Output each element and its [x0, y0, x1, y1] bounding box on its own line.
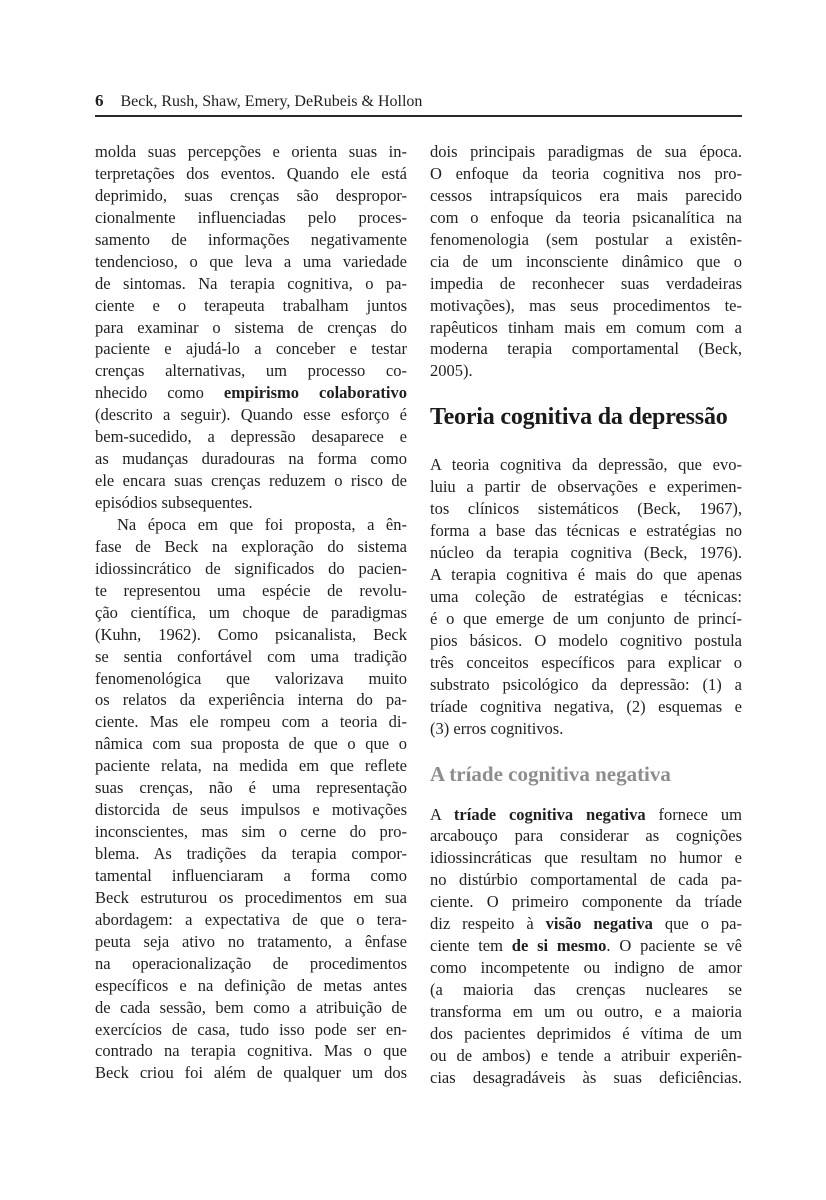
- text-line: de sintomas. Na terapia cognitiva, o pa-: [95, 273, 407, 293]
- section-heading: Teoria cognitiva da depressão: [430, 404, 728, 431]
- paragraph: [430, 454, 742, 739]
- text-line: ciente e o terapeuta trabalham juntos: [95, 295, 407, 315]
- text-line: moderna terapia comportamental (Beck,: [430, 339, 742, 359]
- text-line: tos clínicos sistemáticos (Beck, 1967),: [430, 499, 742, 519]
- text-line: cionalmente influenciadas pelo proces-: [95, 207, 407, 227]
- text-line: (3) erros cognitivos.: [430, 718, 564, 738]
- column-right: [430, 141, 742, 1089]
- text-line: três conceitos específicos para explicar o: [430, 652, 742, 672]
- text-line: se sentia confortável com uma tradição: [95, 646, 407, 666]
- text-line: é o que emerge de um conjunto de princí-: [430, 608, 742, 628]
- paragraph: [95, 141, 407, 514]
- text-line: peuta seja ativo no tratamento, a ênfase: [95, 931, 407, 951]
- running-title: Beck, Rush, Shaw, Emery, DeRubeis & Hollon: [120, 93, 423, 110]
- text-line: ção científica, um choque de paradigmas: [95, 602, 407, 622]
- text-line: impedia de reconhecer suas verdadeiras: [430, 273, 742, 293]
- text-line: nâmica com sua proposta de que o que o: [95, 734, 407, 754]
- text-line: te representou uma espécie de revolu-: [95, 580, 407, 600]
- text-line: samento de informações negativamente: [95, 229, 407, 249]
- text-line: dos pacientes deprimidos é vítima de um: [430, 1023, 742, 1043]
- text-line: abordagem: a expectativa de que o tera-: [95, 909, 407, 929]
- text-line: ou de ambos) e tende a atribuir experiên-: [430, 1045, 742, 1065]
- text-line: Beck estruturou os procedimentos em sua: [95, 887, 407, 907]
- text-line: exercícios de casa, tudo isso pode ser en-: [95, 1019, 407, 1039]
- text-line: as mudanças duradouras na forma como: [95, 449, 407, 469]
- text-line: forma a base das técnicas e estratégias no: [430, 521, 742, 541]
- text-line: tríade cognitiva negativa, (2) esquemas e: [430, 696, 742, 716]
- text-line: de cada sessão, bem como a atribuição de: [95, 997, 407, 1017]
- text-line: paciente e ajudá-lo a conceber e testar: [95, 339, 407, 359]
- text-line: específicos e na definição de metas antes: [95, 975, 407, 995]
- header-rule: [95, 115, 742, 117]
- text-line: idiossincráticas que resultam no humor e: [430, 848, 742, 868]
- text-line: os relatos da experiência interna do pa-: [95, 690, 407, 710]
- text-columns: [95, 141, 742, 1089]
- text-line: episódios subsequentes.: [95, 493, 253, 512]
- text-line: tendencioso, o que leva a uma variedade: [95, 251, 407, 271]
- text-line: na operacionalização de procedimentos: [95, 953, 407, 973]
- text-line: inconscientes, mas sim o cerne do pro-: [95, 822, 407, 842]
- text-line: (a maioria das crenças nucleares se: [430, 980, 742, 999]
- text-line: terpretações dos eventos. Quando ele está: [95, 163, 407, 183]
- text-line: A tríade cognitiva negativa fornece um: [430, 804, 742, 824]
- text-line: bem-sucedido, a depressão desaparece e: [95, 427, 407, 447]
- text-line: suas crenças, não é uma representação: [95, 778, 407, 798]
- text-line: A teoria cognitiva da depressão, que evo-: [430, 455, 742, 475]
- text-line: para examinar o sistema de crenças do: [95, 317, 407, 337]
- text-line: A terapia cognitiva é mais do que apenas: [430, 565, 742, 584]
- text-line: substrato psicológico da depressão: (1) a: [430, 674, 742, 694]
- text-line: crenças alternativas, um processo co-: [95, 361, 407, 381]
- text-line: 2005).: [430, 361, 473, 381]
- text-line: como incompetente ou indigno de amor: [430, 958, 742, 978]
- page-number: 6: [95, 91, 104, 110]
- text-line: ciente. O primeiro componente da tríade: [430, 892, 742, 912]
- text-line: uma coleção de estratégias e técnicas:: [430, 586, 742, 606]
- text-line: fenomenológica que valorizava muito: [95, 668, 407, 688]
- text-line: distorcida de seus impulsos e motivações: [95, 800, 407, 820]
- text-line: ele encara suas crenças reduzem o risco de: [95, 471, 407, 491]
- text-line: dois principais paradigmas de sua época.: [430, 142, 742, 161]
- column-left: [95, 141, 407, 1089]
- text-line: fase de Beck na exploração do sistema: [95, 536, 407, 556]
- text-line: cia de um inconsciente dinâmico que o: [430, 251, 742, 271]
- paragraph: [430, 141, 742, 382]
- text-line: (descrito a seguir). Quando esse esforço é: [95, 405, 407, 425]
- text-line: blema. As tradições da terapia compor-: [95, 844, 407, 863]
- text-line: molda suas percepções e orienta suas in-: [95, 142, 407, 161]
- text-line: diz respeito à visão negativa que o pa-: [430, 914, 742, 934]
- text-line: deprimido, suas crenças são despropor-: [95, 185, 407, 205]
- text-line: ciente. Mas ele rompeu com a teoria di-: [95, 712, 407, 732]
- text-line: luiu a partir de observações e experimen-: [430, 477, 742, 497]
- text-line: tamental influenciaram a forma como: [95, 865, 407, 885]
- text-line: O enfoque da teoria cognitiva nos pro-: [430, 163, 742, 183]
- text-line: paciente relata, na medida em que reflete: [95, 756, 407, 776]
- text-line: fenomenologia (sem postular a existên-: [430, 229, 742, 249]
- text-line: arcabouço para considerar as cognições: [430, 826, 742, 846]
- text-line: cessos intrapsíquicos era mais parecido: [430, 185, 742, 205]
- paragraph: [430, 804, 742, 1089]
- text-line: pios básicos. O modelo cognitivo postula: [430, 630, 742, 650]
- text-line: no distúrbio comportamental de cada pa-: [430, 870, 742, 890]
- text-line: nhecido como empirismo colaborativo: [95, 383, 408, 403]
- text-line: contrado na terapia cognitiva. Mas o que: [95, 1041, 407, 1061]
- paragraph: [95, 514, 407, 1084]
- text-line: idiossincrático de significados do pacien-: [95, 558, 407, 578]
- text-line: Beck criou foi além de qualquer um dos: [95, 1063, 407, 1083]
- text-line: Na época em que foi proposta, a ên-: [117, 514, 407, 534]
- text-line: com o enfoque da teoria psicanalítica na: [430, 207, 742, 227]
- text-line: motivações), mas seus procedimentos te-: [430, 295, 742, 315]
- subsection-heading: A tríade cognitiva negativa: [430, 761, 671, 786]
- text-line: transforma em um ou outro, e a maioria: [430, 1001, 742, 1021]
- text-line: núcleo da terapia cognitiva (Beck, 1976).: [430, 543, 742, 563]
- text-line: rapêuticos tinham mais em comum com a: [430, 317, 742, 337]
- text-line: ciente tem de si mesmo. O paciente se vê: [430, 936, 742, 956]
- text-line: cias desagradáveis às suas deficiências.: [430, 1067, 742, 1087]
- text-line: (Kuhn, 1962). Como psicanalista, Beck: [95, 624, 407, 644]
